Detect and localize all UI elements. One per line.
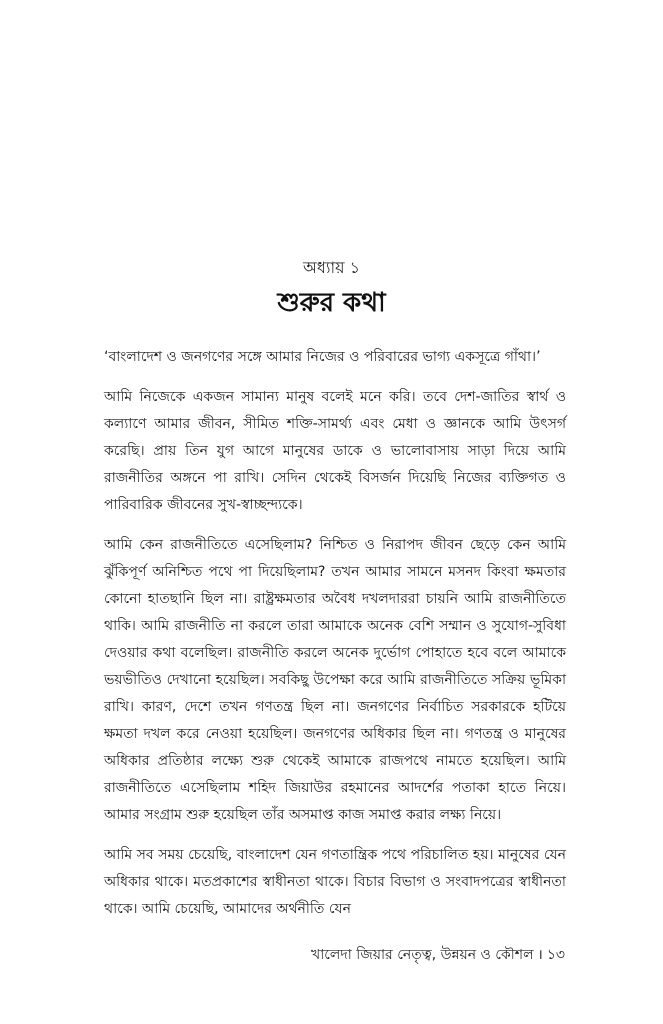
epigraph-paragraph: ‘বাংলাদেশ ও জনগণের সঙ্গে আমার নিজের ও পরিবারের ভাগ্য একসূত্রে গাঁথা।’ [104, 349, 541, 365]
chapter-title: শুরুর কথা [277, 288, 386, 318]
footer-separator: । [537, 947, 543, 963]
paragraph: আমি কেন রাজনীতিতে এসেছিলাম? নিশ্চিত ও নিরাপদ জীবন ছেড়ে কেন আমি ঝুঁকিপূর্ণ অনিশ্চিত পথে পা দিয়েছিলাম? তখন আমার সামনে মসনদ কিংবা ক্ষমতার কোনো হাতছানি ছিল না। রাষ্ট্রক্ষমতার অবৈধ দখলদাররা চায়নি আমি রাজনীতিতে থাকি। আমি রাজনীতি না করলে তারা আমাকে অনেক বেশি সম্মান ও সুযোগ-সুবিধা দেওয়ার কথা বলেছিল। রাজনীতি করলে অনেক দুর্ভোগ পোহাতে হবে বলে আমাকে ভয়ভীতিও দেখানো হয়েছিল। সবকিছু উপেক্ষা করে আমি রাজনীতিতে সক্রিয় ভূমিকা রাখি। কারণ, দেশে তখন গণতন্ত্র ছিল না। জনগণের নির্বাচিত সরকারকে হটিয়ে ক্ষমতা দখল করে নেওয়া হয়েছিল। জনগণের অধিকার ছিল না। গণতন্ত্র ও মানুষের অধিকার প্রতিষ্ঠার লক্ষ্যে শুরু থেকেই আমাকে রাজপথে নামতে হয়েছিল। আমি রাজনীতিতে এসেছিলাম শহিদ জিয়াউর রহমানের আদর্শের পতাকা হাতে নিয়ে। আমার সংগ্রাম শুরু হয়েছিল তাঁর অসমাপ্ত কাজ সমাপ্ত করার লক্ষ্য নিয়ে। [104, 537, 566, 823]
paragraph: আমি নিজেকে একজন সামান্য মানুষ বলেই মনে করি। তবে দেশ-জাতির স্বার্থ ও কল্যাণে আমার জীবন, সীমিত শক্তি-সামর্থ্য এবং মেধা ও জ্ঞানকে আমি উৎসর্গ করেছি। প্রায় তিন যুগ আগে মানুষের ডাকে ও ভালোবাসায় সাড়া দিয়ে আমি রাজনীতির অঙ্গনে পা রাখি। সেদিন থেকেই বিসর্জন দিয়েছি নিজের ব্যক্তিগত ও পারিবারিক জীবনের সুখ-স্বাচ্ছন্দ্যকে। [104, 389, 566, 513]
page-footer [311, 944, 565, 966]
page-number: ১৩ [546, 947, 565, 963]
paragraph: আমি সব সময় চেয়েছি, বাংলাদেশ যেন গণতান্ত্রিক পথে পরিচালিত হয়। মানুষের যেন অধিকার থাকে। মতপ্রকাশের স্বাধীনতা থাকে। বিচার বিভাগ ও সংবাদপত্রের স্বাধীনতা থাকে। আমি চেয়েছি, আমাদের অর্থনীতি যেন [104, 847, 566, 917]
running-title: খালেদা জিয়ার নেতৃত্ব, উন্নয়ন ও কৌশল [311, 947, 534, 963]
chapter-label: অধ্যায় ১ [303, 258, 360, 277]
body-text [104, 344, 566, 936]
